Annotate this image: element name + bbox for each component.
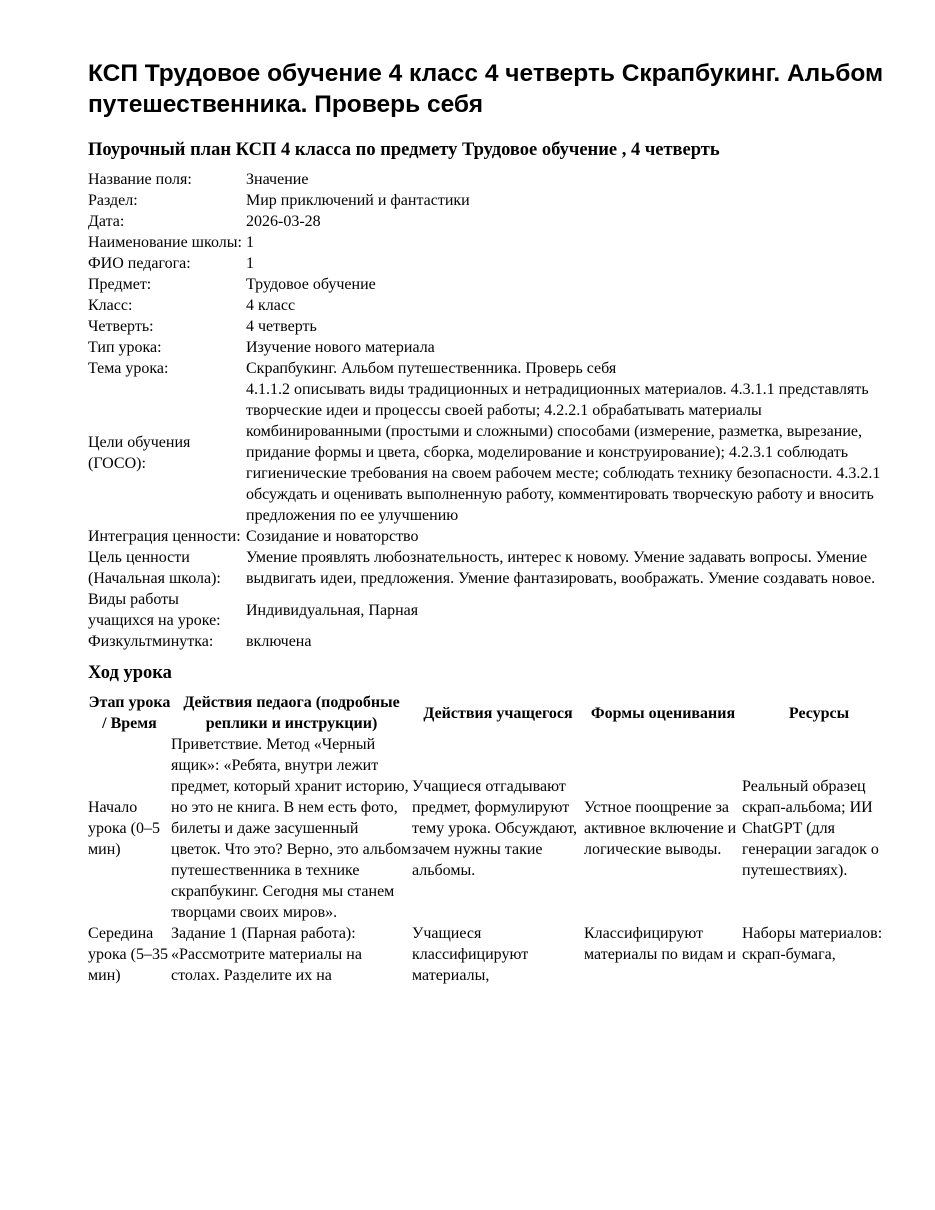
cell-assessment: Классифицируют материалы по видам и <box>584 925 736 963</box>
lesson-table-header <box>88 692 896 734</box>
field-value: 1 <box>246 234 254 251</box>
lesson-fields-table <box>88 169 896 652</box>
field-key: Наименование школы: <box>88 234 242 251</box>
field-row <box>88 190 896 211</box>
field-value: Скрапбукинг. Альбом путешественника. Проверь себя <box>246 360 617 377</box>
field-row <box>88 358 896 379</box>
field-key: Дата: <box>88 213 125 230</box>
cell-student: Учащиеся классифицируют материалы, <box>412 925 529 984</box>
field-value: 4 класс <box>246 297 296 314</box>
field-key: Четверть: <box>88 318 154 335</box>
field-value: 2026-03-28 <box>246 213 321 230</box>
field-value: Индивидуальная, Парная <box>246 601 419 619</box>
fields-header-row <box>88 169 896 190</box>
lesson-row-start <box>88 734 896 923</box>
field-key: Цели обучения (ГОСО): <box>88 433 191 472</box>
field-row <box>88 253 896 274</box>
field-key: Виды работы учащихся на уроке: <box>88 591 221 629</box>
cell-resources: Реальный образец скрап-альбома; ИИ ChatGPT (для генерации загадок о путешествиях). <box>742 778 879 879</box>
cell-teacher: Задание 1 (Парная работа): «Рассмотрите материалы на столах. Разделите их на <box>171 925 362 984</box>
field-key-header: Название поля: <box>88 171 192 188</box>
field-value: Изучение нового материала <box>246 339 435 356</box>
field-row <box>88 379 896 526</box>
field-value-header: Значение <box>246 171 309 188</box>
field-key: Класс: <box>88 297 133 314</box>
field-value: 4.1.1.2 описывать виды традиционных и нетрадиционных материалов. 4.3.1.1 представлять творческие идеи и процессы своей работы; 4.2.2.1 обрабатывать материалы комбинированными (простыми и сложными) способами (измерение, разметка, вырезание, придание формы и цвета, сборка, моделирование и конструирование); 4.2.3.1 соблюдать гигиенические требования на своем рабочем месте; соблюдать технику безопасности. 4.3.2.1 обсуждать и оценивать выполненную работу, комментировать творческую работу и вносить предложения по ее улучшению <box>246 381 881 524</box>
cell-stage: Середина урока (5–35 мин) <box>88 925 168 984</box>
field-row <box>88 337 896 358</box>
field-key: Раздел: <box>88 192 138 209</box>
field-key: Цель ценности (Начальная школа): <box>88 549 221 587</box>
field-row <box>88 316 896 337</box>
field-row <box>88 211 896 232</box>
field-row <box>88 232 896 253</box>
field-row <box>88 631 896 652</box>
col-student-actions: Действия учащегося <box>423 704 573 722</box>
field-key: Предмет: <box>88 276 152 293</box>
field-key: Интеграция ценности: <box>88 528 241 545</box>
field-key: Тип урока: <box>88 339 162 356</box>
col-resources: Ресурсы <box>788 704 850 722</box>
field-key: Тема урока: <box>88 360 169 377</box>
field-row <box>88 589 896 631</box>
field-value: 1 <box>246 255 254 272</box>
col-teacher-actions: Действия педаога (подробные реплики и инструкции) <box>183 694 400 732</box>
cell-student: Учащиеся отгадывают предмет, формулируют тему урока. Обсуждают, зачем нужны такие альбомы. <box>412 778 578 879</box>
field-key: ФИО педагога: <box>88 255 191 272</box>
field-value: 4 четверть <box>246 318 317 335</box>
col-stage: Этап урока / Время <box>88 694 171 732</box>
field-row <box>88 526 896 547</box>
cell-assessment: Устное поощрение за активное включение и логические выводы. <box>584 799 737 858</box>
plan-subtitle: Поурочный план КСП 4 класса по предмету Трудовое обучение , 4 четверть <box>88 140 720 160</box>
col-assessment: Формы оценивания <box>590 704 736 722</box>
field-value: Мир приключений и фантастики <box>246 192 470 209</box>
cell-resources: Наборы материалов: скрап-бумага, <box>742 925 883 963</box>
document-title: КСП Трудовое обучение 4 класс 4 четверть Скрапбукинг. Альбом путешественника. Проверь себя <box>88 60 884 118</box>
lesson-progress-heading: Ход урока <box>88 663 172 683</box>
field-value: Созидание и новаторство <box>246 528 419 545</box>
cell-stage: Начало урока (0–5 мин) <box>88 799 160 858</box>
field-value: Умение проявлять любознательность, интерес к новому. Умение задавать вопросы. Умение выдвигать идеи, предложения. Умение фантазировать, воображать. Умение создавать новое. <box>246 549 876 587</box>
field-row <box>88 274 896 295</box>
document-page <box>88 58 896 986</box>
field-row <box>88 295 896 316</box>
lesson-row-middle <box>88 923 896 986</box>
field-value: включена <box>246 633 312 650</box>
field-key: Физкультминутка: <box>88 633 214 650</box>
lesson-progress-table <box>88 692 896 986</box>
field-row <box>88 547 896 589</box>
field-value: Трудовое обучение <box>246 276 376 293</box>
cell-teacher: Приветствие. Метод «Черный ящик»: «Ребята, внутри лежит предмет, который хранит историю, но это не книга. В нем есть фото, билеты и даже засушенный цветок. Что это? Верно, это альбом путешественника в технике скрапбукинг. Сегодня мы станем творцами своих миров». <box>171 736 412 921</box>
